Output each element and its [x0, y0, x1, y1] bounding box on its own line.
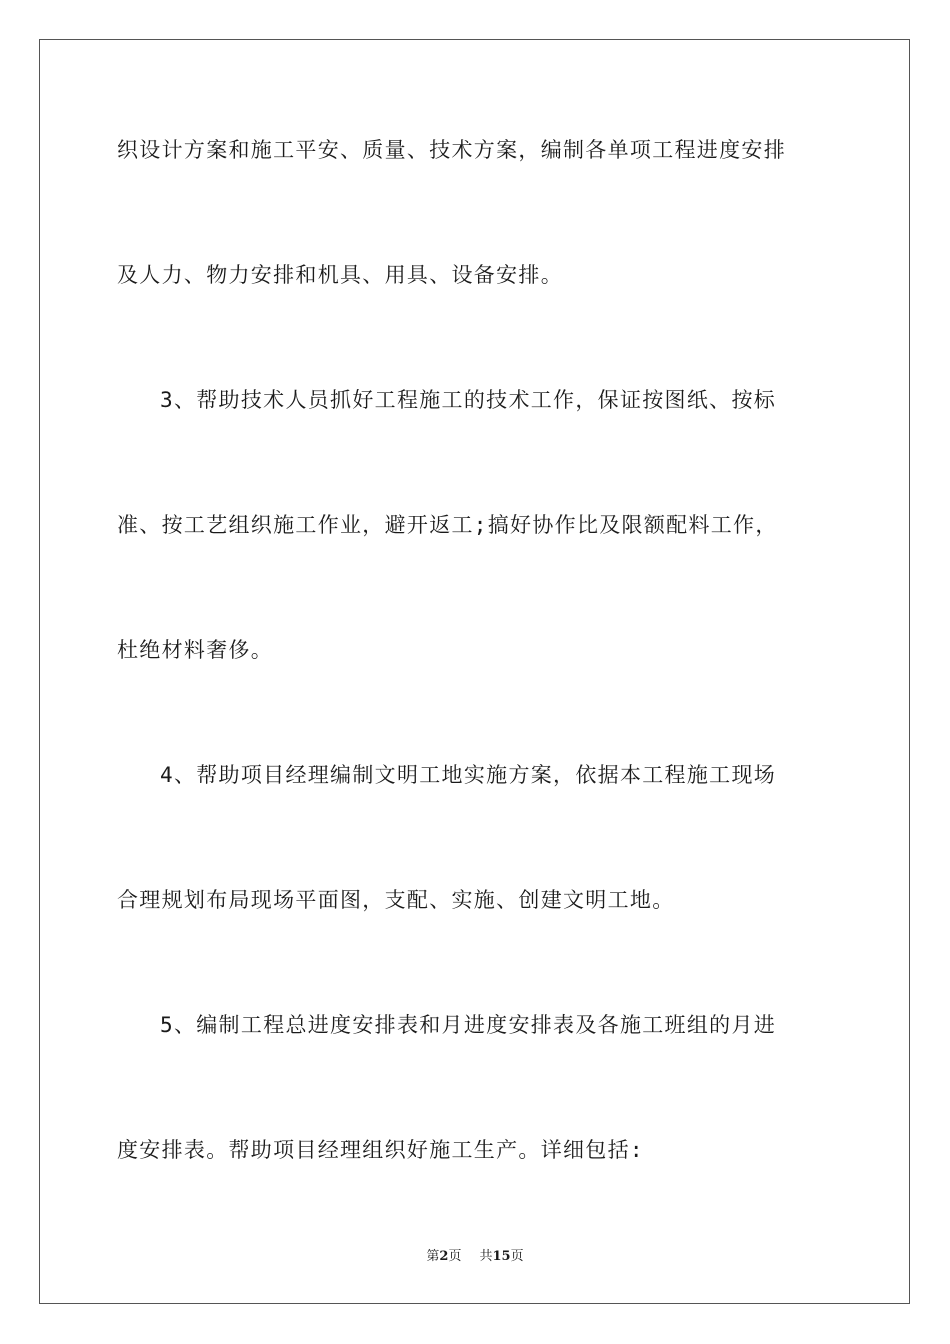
- page-number: 2: [439, 1249, 449, 1264]
- total-prefix: 共: [479, 1249, 493, 1264]
- page-footer: [0, 1249, 950, 1265]
- body-text-line: 杜绝材料奢侈。: [117, 638, 274, 662]
- total-suffix: 页: [510, 1249, 524, 1264]
- paragraph-3-start: 3、帮助技术人员抓好工程施工的技术工作，保证按图纸、按标: [160, 388, 777, 412]
- page-frame: [39, 39, 910, 1304]
- body-text-line: 准、按工艺组织施工作业，避开返工;搞好协作比及限额配料工作，: [117, 513, 778, 537]
- body-text-line: 合理规划布局现场平面图，支配、实施、创建文明工地。: [117, 888, 675, 912]
- total-pages: 15: [492, 1249, 511, 1264]
- body-text-line: 织设计方案和施工平安、质量、技术方案，编制各单项工程进度安排: [117, 138, 786, 162]
- paragraph-5-start: 5、编制工程总进度安排表和月进度安排表及各施工班组的月进: [160, 1013, 777, 1037]
- page-prefix: 第: [426, 1249, 440, 1264]
- page-suffix: 页: [448, 1249, 462, 1264]
- body-text-line: 度安排表。帮助项目经理组织好施工生产。详细包括:: [117, 1138, 644, 1162]
- paragraph-4-start: 4、帮助项目经理编制文明工地实施方案，依据本工程施工现场: [160, 763, 777, 787]
- body-text-line: 及人力、物力安排和机具、用具、设备安排。: [117, 263, 563, 287]
